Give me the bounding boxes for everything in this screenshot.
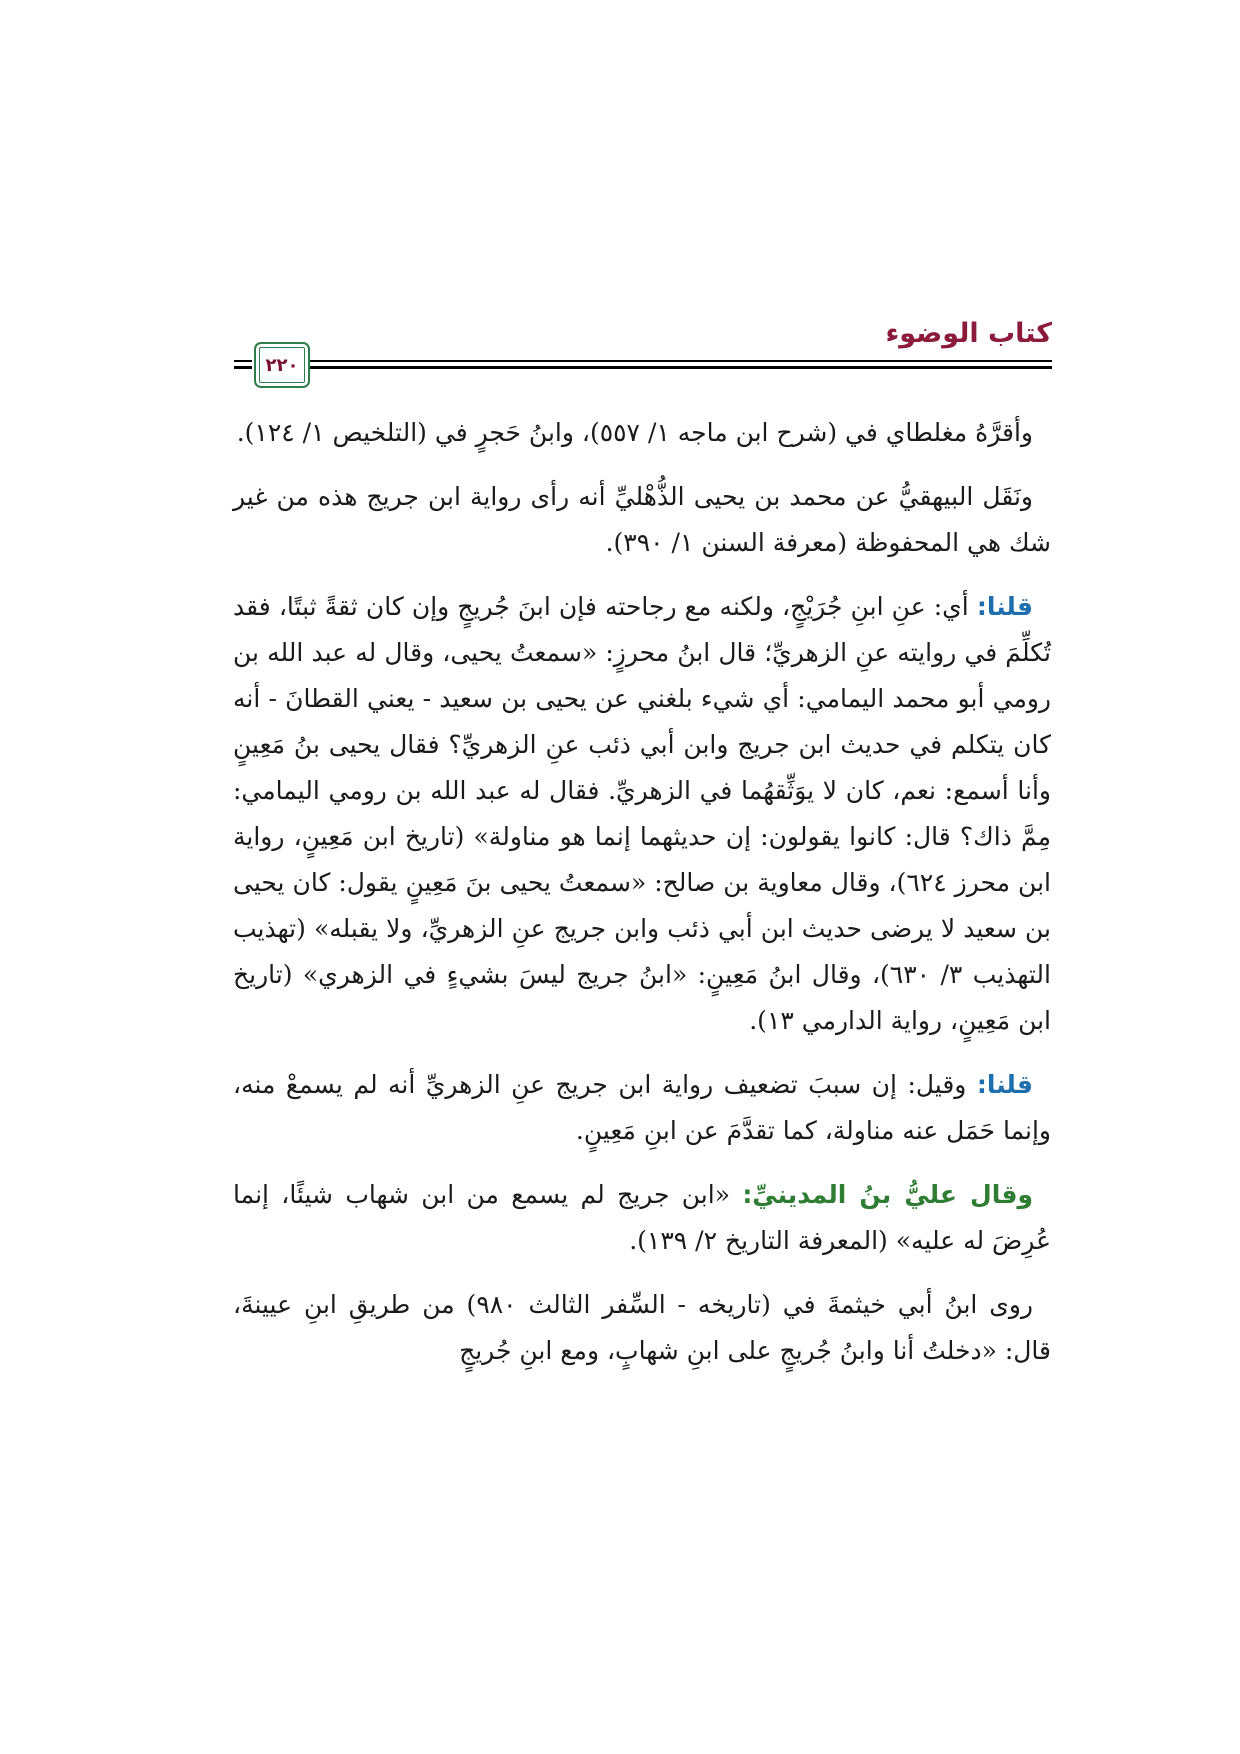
paragraph — [233, 410, 1051, 456]
paragraph-text: ونَقَل البيهقيُّ عن محمد بن يحيى الذُّهْليِّ أنه رأى رواية ابن جريج هذه من غير شك هي المحفوظة (معرفة السنن ١/ ٣٩٠). — [233, 482, 1051, 557]
paragraph-text: «ابن جريج لم يسمع من ابن شهاب شيئًا، إنما عُرِضَ له عليه» (المعرفة التاريخ ٢/ ١٣٩). — [233, 1180, 1051, 1255]
page-number-badge — [254, 342, 310, 388]
paragraph-text: أي: عنِ ابنِ جُرَيْجٍ، ولكنه مع رجاحته فإن ابنَ جُريجٍ وإن كان ثقةً ثبتًا، فقد تُكلِّمَ في روايته عنِ الزهريِّ؛ قال ابنُ محرزٍ: «سمعتُ يحيى، وقال له عبد الله بن رومي أبو محمد اليمامي: أي شيء بلغني عن يحيى بن سعيد - يعني القطانَ - أنه كان يتكلم في حديث ابن جريج وابن أبي ذئب عنِ الزهريِّ؟ فقال يحيى بنُ مَعِينٍ وأنا أسمع: نعم، كان لا يوَثِّقهُما في الزهريِّ. فقال له عبد الله بن رومي اليمامي: مِمَّ ذاك؟ قال: كانوا يقولون: إن حديثهما إنما هو مناولة» (تاريخ ابن مَعِينٍ، رواية ابن محرز ٦٢٤)، وقال معاوية بن صالح: «سمعتُ يحيى بنَ مَعِينٍ يقول: كان يحيى بن سعيد لا يرضى حديث ابن أبي ذئب وابن جريج عنِ الزهريِّ، ولا يقبله» (تهذيب التهذيب ٣/ ٦٣٠)، وقال ابنُ مَعِينٍ: «ابنُ جريج ليسَ بشيءٍ في الزهري» (تاريخ ابن مَعِينٍ، رواية الدارمي ١٣). — [233, 592, 1051, 1035]
page-body — [233, 410, 1051, 1392]
paragraph-lead: قلنا: — [976, 1070, 1033, 1099]
paragraph-text: روى ابنُ أبي خيثمةَ في (تاريخه - السِّفر الثالث ٩٨٠) من طريقِ ابنِ عيينةَ، قال: «دخلتُ أنا وابنُ جُريجٍ على ابنِ شهابٍ، ومع ابنِ جُريجٍ — [233, 1290, 1051, 1365]
paragraph — [233, 1282, 1051, 1374]
paragraph-lead: وقال عليُّ بنُ المدينيِّ: — [742, 1180, 1033, 1209]
paragraph — [233, 1062, 1051, 1154]
paragraph-text: وأقرَّهُ مغلطاي في (شرح ابن ماجه ١/ ٥٥٧)، وابنُ حَجرٍ في (التلخيص ١/ ١٢٤). — [236, 418, 1033, 447]
paragraph-lead: قلنا: — [976, 592, 1033, 621]
book-title: كتاب الوضوء — [885, 318, 1052, 349]
paragraph — [233, 474, 1051, 566]
paragraph-text: وقيل: إن سببَ تضعيف رواية ابن جريج عنِ الزهريِّ أنه لم يسمعْ منه، وإنما حَمَل عنه مناولة، كما تقدَّمَ عن ابنِ مَعِينٍ. — [233, 1070, 1051, 1145]
page-number: ٢٢٠ — [265, 354, 299, 376]
paragraph — [233, 584, 1051, 1044]
header-rule — [304, 360, 1052, 362]
page-header — [234, 308, 1052, 388]
header-rule-left — [234, 360, 252, 362]
header-rule-thick — [304, 366, 1052, 369]
paragraph — [233, 1172, 1051, 1264]
header-rule-left-thick — [234, 366, 252, 369]
